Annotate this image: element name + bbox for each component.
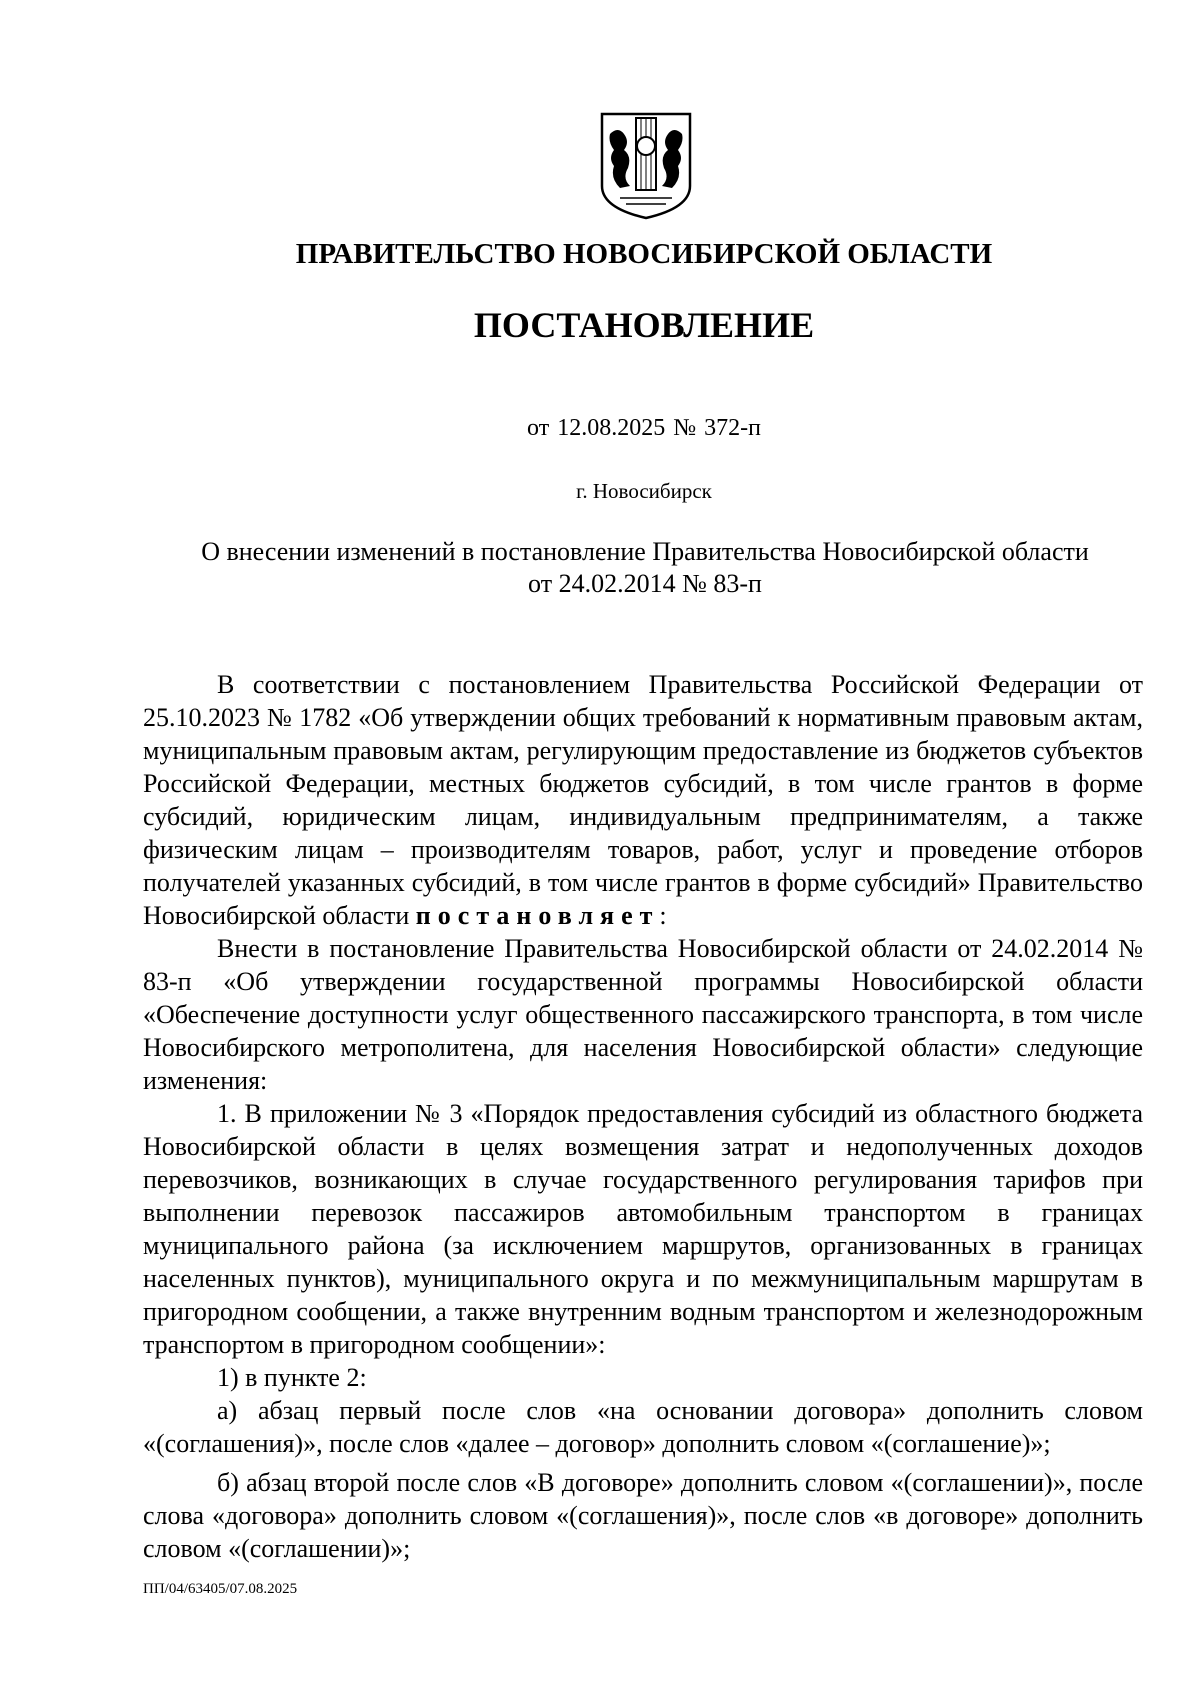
organization-title: ПРАВИТЕЛЬСТВО НОВОСИБИРСКОЙ ОБЛАСТИ xyxy=(295,238,993,270)
document-body xyxy=(143,668,1143,1565)
subject-line-2: от 24.02.2014 № 83-п xyxy=(528,569,762,598)
paragraph-subitem-b: б) абзац второй после слов «В договоре» дополнить словом «(соглашении)», после слова «договора» дополнить словом «(соглашения)», после слов «в договоре» дополнить словом «(соглашении)»; xyxy=(143,1468,1143,1563)
paragraph-amend: Внести в постановление Правительства Новосибирской области от 24.02.2014 № 83-п «Об утверждении государственной программы Новосибирской области «Обеспечение доступности услуг общественного пассажирского транспорта, в том числе Новосибирского метрополитена, для населения Новосибирской области» следующие изменения: xyxy=(143,934,1143,1095)
city: г. Новосибирск xyxy=(576,479,712,503)
date-and-number: от 12.08.2025 № 372-п xyxy=(527,415,761,441)
paragraph-item-1: 1. В приложении № 3 «Порядок предоставления субсидий из областного бюджета Новосибирской области в целях возмещения затрат и недополученных доходов перевозчиков, возникающих в случае государственного регулирования тарифов при выполнении перевозок пассажиров автомобильным транспортом в границах муниципального района (за исключением маршрутов, организованных в границах населенных пунктов), муниципального округа и по межмуниципальным маршрутам в пригородном сообщении, а также внутренним водным транспортом и железнодорожным транспортом в пригородном сообщении»: xyxy=(143,1099,1143,1359)
paragraph-preamble xyxy=(143,668,1143,932)
document-code: ПП/04/63405/07.08.2025 xyxy=(143,1581,298,1597)
paragraph-subitem-a: а) абзац первый после слов «на основании договора» дополнить словом «(соглашения)», после слов «далее – договор» дополнить словом «(соглашение)»; xyxy=(143,1396,1143,1458)
preamble-text: В соответствии с постановлением Правительства Российской Федерации от 25.10.2023 № 1782 «Об утверждении общих требований к нормативным правовым актам, муниципальным правовым актам, регулирующим предоставление из бюджетов субъектов Российской Федерации, местных бюджетов субсидий, в том числе грантов в форме субсидий, юридическим лицам, индивидуальным предпринимателям, а также физическим лицам – производителям товаров, работ, услуг и проведение отборов получателей указанных субсидий, в том числе грантов в форме субсидий» Правительство Новосибирской области xyxy=(143,670,1143,930)
novosibirsk-coat-of-arms-icon xyxy=(600,112,692,220)
preamble-end: : xyxy=(659,901,667,930)
resolution-keyword: постановляет xyxy=(415,901,660,930)
paragraph-subitem-1: 1) в пункте 2: xyxy=(217,1363,367,1392)
subject-line-1: О внесении изменений в постановление Правительства Новосибирской области xyxy=(201,537,1089,566)
document-type: ПОСТАНОВЛЕНИЕ xyxy=(473,305,815,345)
document-subject xyxy=(160,536,1130,600)
